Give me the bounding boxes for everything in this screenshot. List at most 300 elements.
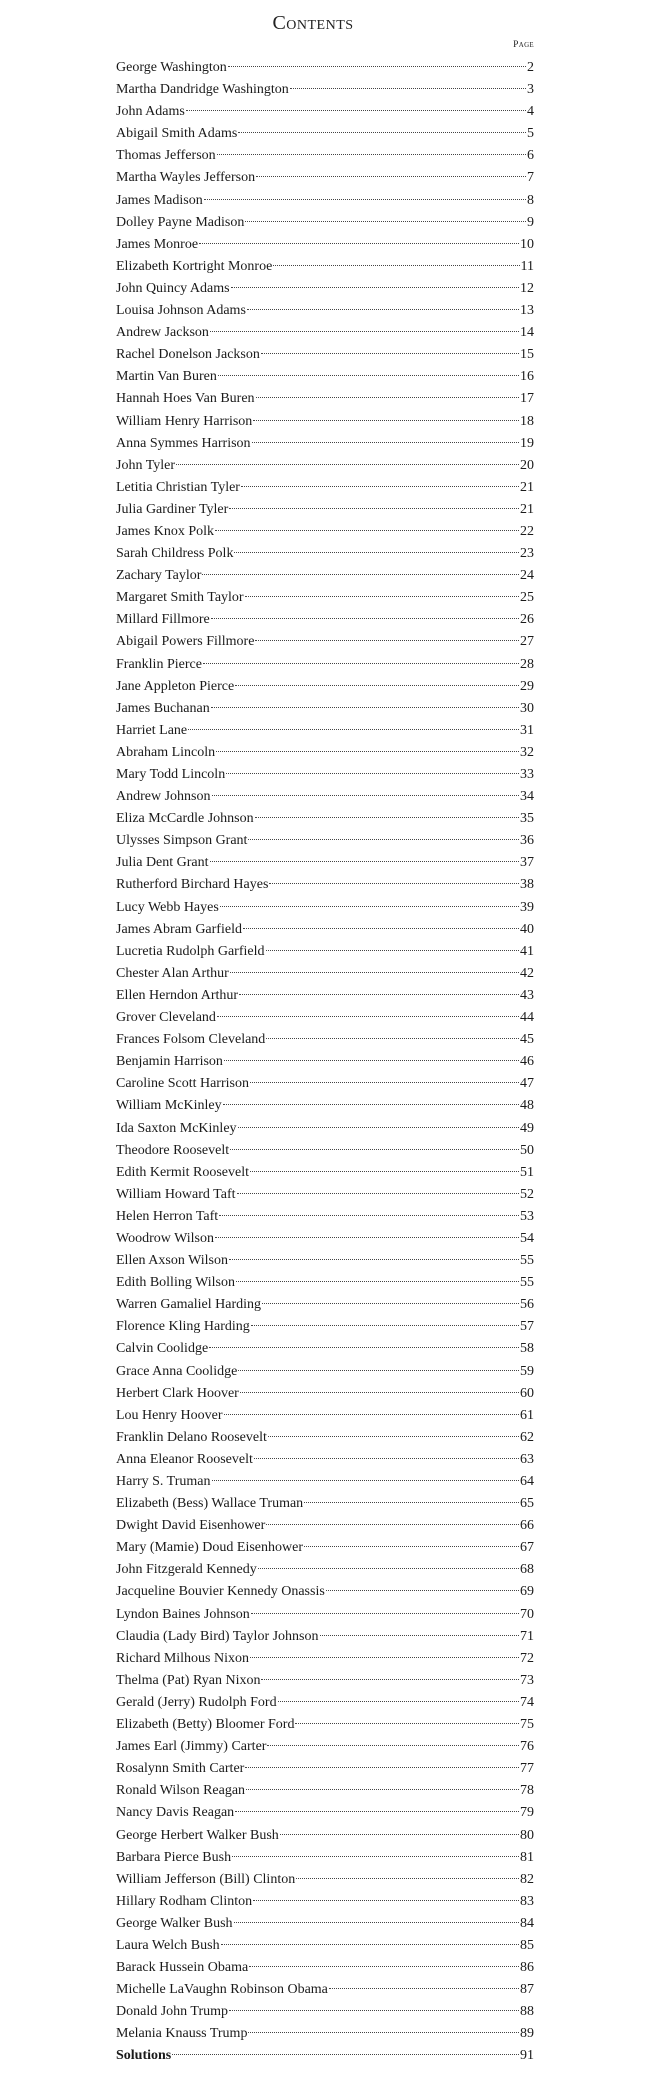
toc-entry[interactable] xyxy=(116,2023,534,2045)
toc-entry[interactable] xyxy=(116,654,534,676)
toc-entry-title: Rosalynn Smith Carter xyxy=(116,1761,245,1777)
toc-entry-title: Ida Saxton McKinley xyxy=(116,1120,237,1136)
dot-leader xyxy=(256,176,526,177)
toc-entry[interactable] xyxy=(116,609,534,631)
toc-entry[interactable] xyxy=(116,344,534,366)
toc-entry-page: 24 xyxy=(520,568,534,584)
toc-entry[interactable] xyxy=(116,1626,534,1648)
toc-entry[interactable] xyxy=(116,1228,534,1250)
toc-entry-page: 34 xyxy=(520,789,534,805)
toc-entry-page: 80 xyxy=(520,1827,534,1843)
toc-entry-page: 77 xyxy=(520,1761,534,1777)
toc-entry-page: 52 xyxy=(520,1186,534,1202)
toc-entry-title: Dwight David Eisenhower xyxy=(116,1518,266,1534)
toc-entry-title: Ronald Wilson Reagan xyxy=(116,1783,246,1799)
toc-entry-title: Martha Dandridge Washington xyxy=(116,82,289,98)
dot-leader xyxy=(248,839,519,840)
toc-list xyxy=(116,57,534,2045)
toc-entry-page: 86 xyxy=(520,1960,534,1976)
dot-leader xyxy=(295,1723,519,1724)
toc-entry-page: 68 xyxy=(520,1562,534,1578)
toc-entry-title: James Abram Garfield xyxy=(116,921,242,937)
page-column-header: Page xyxy=(513,40,534,50)
toc-entry-page: 44 xyxy=(520,1010,534,1026)
toc-entry[interactable] xyxy=(116,1935,534,1957)
toc-entry-page: 41 xyxy=(520,943,534,959)
toc-entry-page: 42 xyxy=(520,965,534,981)
toc-entry-page: 70 xyxy=(520,1606,534,1622)
toc-entry[interactable] xyxy=(116,1294,534,1316)
dot-leader xyxy=(188,729,519,730)
dot-leader xyxy=(219,1215,519,1216)
toc-entry[interactable] xyxy=(116,1095,534,1117)
toc-entry-title: Hillary Rodham Clinton xyxy=(116,1893,253,1909)
dot-leader xyxy=(246,1789,519,1790)
dot-leader xyxy=(278,1701,519,1702)
toc-entry[interactable] xyxy=(116,57,534,79)
toc-entry-title: Ellen Axson Wilson xyxy=(116,1253,228,1269)
toc-entry-page: 30 xyxy=(520,700,534,716)
dot-leader xyxy=(203,663,519,664)
dot-leader xyxy=(273,265,519,266)
toc-entry-page: 72 xyxy=(520,1650,534,1666)
dot-leader xyxy=(262,1303,519,1304)
toc-entry-page: 67 xyxy=(520,1540,534,1556)
toc-entry[interactable] xyxy=(116,1802,534,1824)
toc-entry-page: 82 xyxy=(520,1871,534,1887)
toc-entry-page: 45 xyxy=(520,1032,534,1048)
toc-entry[interactable] xyxy=(116,411,534,433)
toc-entry-solutions[interactable] xyxy=(116,2045,534,2067)
toc-entry-title: Mary (Mamie) Doud Eisenhower xyxy=(116,1540,304,1556)
toc-entry-title: Benjamin Harrison xyxy=(116,1054,223,1070)
toc-entry[interactable] xyxy=(116,1272,534,1294)
dot-leader xyxy=(217,154,526,155)
toc-entry[interactable] xyxy=(116,1118,534,1140)
toc-entry-page: 16 xyxy=(520,369,534,385)
toc-entry-title: John Quincy Adams xyxy=(116,280,230,296)
toc-entry-title: James Buchanan xyxy=(116,700,210,716)
toc-entry-title: Jacqueline Bouvier Kennedy Onassis xyxy=(116,1584,325,1600)
toc-entry[interactable] xyxy=(116,1648,534,1670)
dot-leader xyxy=(258,1568,519,1569)
toc-entry-title: Elizabeth (Betty) Bloomer Ford xyxy=(116,1717,295,1733)
toc-entry[interactable] xyxy=(116,764,534,786)
toc-entry[interactable] xyxy=(116,1383,534,1405)
toc-entry-page: 76 xyxy=(520,1739,534,1755)
dot-leader xyxy=(218,375,519,376)
dot-leader xyxy=(232,1856,519,1857)
toc-entry[interactable] xyxy=(116,676,534,698)
toc-entry[interactable] xyxy=(116,985,534,1007)
toc-entry-page: 50 xyxy=(520,1142,534,1158)
toc-entry-title: Abigail Smith Adams xyxy=(116,126,238,142)
toc-entry[interactable] xyxy=(116,123,534,145)
toc-entry-title: Anna Symmes Harrison xyxy=(116,435,251,451)
toc-entry[interactable] xyxy=(116,278,534,300)
toc-entry-page: 84 xyxy=(520,1915,534,1931)
toc-entry-title: Helen Herron Taft xyxy=(116,1208,219,1224)
dot-leader xyxy=(250,1082,519,1083)
toc-entry-page: 61 xyxy=(520,1407,534,1423)
toc-entry-title: Laura Welch Bush xyxy=(116,1937,220,1953)
toc-entry-page: 7 xyxy=(527,170,534,186)
toc-entry[interactable] xyxy=(116,1206,534,1228)
toc-entry-page: 26 xyxy=(520,612,534,628)
toc-entry-title: James Earl (Jimmy) Carter xyxy=(116,1739,267,1755)
toc-entry-page: 39 xyxy=(520,899,534,915)
toc-entry[interactable] xyxy=(116,1316,534,1338)
toc-entry-title: William Howard Taft xyxy=(116,1186,236,1202)
toc-entry[interactable] xyxy=(116,565,534,587)
dot-leader xyxy=(245,1767,519,1768)
toc-entry-title: Theodore Roosevelt xyxy=(116,1142,230,1158)
dot-leader xyxy=(238,1127,519,1128)
toc-entry[interactable] xyxy=(116,521,534,543)
dot-leader xyxy=(231,287,519,288)
dot-leader xyxy=(267,1745,519,1746)
toc-entry-page: 35 xyxy=(520,811,534,827)
toc-entry[interactable] xyxy=(116,388,534,410)
toc-entry-title: Dolley Payne Madison xyxy=(116,214,245,230)
dot-leader xyxy=(212,1480,519,1481)
dot-leader xyxy=(176,464,519,465)
toc-entry-title: William McKinley xyxy=(116,1098,222,1114)
toc-entry-page: 37 xyxy=(520,855,534,871)
toc-entry-page: 3 xyxy=(527,82,534,98)
toc-entry-title: Lucy Webb Hayes xyxy=(116,899,219,915)
dot-leader xyxy=(326,1590,519,1591)
toc-entry-page: 29 xyxy=(520,678,534,694)
dot-leader xyxy=(255,817,519,818)
toc-entry-title: Melania Knauss Trump xyxy=(116,2026,248,2042)
toc-entry-page: 14 xyxy=(520,325,534,341)
toc-entry-page: 56 xyxy=(520,1297,534,1313)
toc-entry[interactable] xyxy=(116,1891,534,1913)
toc-entry[interactable] xyxy=(116,786,534,808)
toc-entry[interactable] xyxy=(116,190,534,212)
dot-leader xyxy=(186,110,526,111)
toc-entry-title: Michelle LaVaughn Robinson Obama xyxy=(116,1982,328,1998)
toc-entry[interactable] xyxy=(116,897,534,919)
toc-entry-page: 2 xyxy=(527,60,534,75)
toc-entry[interactable] xyxy=(116,300,534,322)
toc-entry[interactable] xyxy=(116,477,534,499)
toc-entry[interactable] xyxy=(116,963,534,985)
toc-entry-title: Franklin Pierce xyxy=(116,656,202,672)
toc-entry-title: Barbara Pierce Bush xyxy=(116,1849,232,1865)
toc-entry-page: 57 xyxy=(520,1319,534,1335)
dot-leader xyxy=(216,751,519,752)
toc-entry[interactable] xyxy=(116,1604,534,1626)
toc-entry[interactable] xyxy=(116,1405,534,1427)
toc-entry-page: 71 xyxy=(520,1628,534,1644)
toc-entry[interactable] xyxy=(116,1825,534,1847)
toc-entry-title: Ulysses Simpson Grant xyxy=(116,833,248,849)
toc-entry-page: 81 xyxy=(520,1849,534,1865)
toc-entry-title: Chester Alan Arthur xyxy=(116,965,229,981)
toc-entry-page: 38 xyxy=(520,877,534,893)
toc-entry-page: 5 xyxy=(527,126,534,142)
dot-leader xyxy=(211,618,519,619)
toc-entry[interactable] xyxy=(116,1427,534,1449)
dot-leader xyxy=(250,1171,519,1172)
dot-leader xyxy=(234,1922,519,1923)
dot-leader xyxy=(234,552,519,553)
toc-entry[interactable] xyxy=(116,1007,534,1029)
toc-entry-title: Gerald (Jerry) Rudolph Ford xyxy=(116,1694,277,1710)
dot-leader xyxy=(290,88,526,89)
toc-entry-title: Abraham Lincoln xyxy=(116,744,216,760)
dot-leader xyxy=(296,1878,519,1879)
toc-entry[interactable] xyxy=(116,499,534,521)
toc-entry-title: Martin Van Buren xyxy=(116,369,217,385)
toc-entry[interactable] xyxy=(116,366,534,388)
toc-entry-title: Letitia Christian Tyler xyxy=(116,479,240,495)
dot-leader xyxy=(245,221,526,222)
toc-entry[interactable] xyxy=(116,587,534,609)
dot-leader xyxy=(235,685,519,686)
dot-leader xyxy=(228,66,526,67)
toc-entry[interactable] xyxy=(116,1471,534,1493)
toc-entry[interactable] xyxy=(116,256,534,278)
toc-entry-title: Elizabeth (Bess) Wallace Truman xyxy=(116,1496,304,1512)
toc-entry-title: Hannah Hoes Van Buren xyxy=(116,391,255,407)
dot-leader xyxy=(210,331,519,332)
toc-entry[interactable] xyxy=(116,1913,534,1935)
dot-leader xyxy=(269,883,519,884)
toc-entry[interactable] xyxy=(116,1515,534,1537)
toc-entry-title: Martha Wayles Jefferson xyxy=(116,170,256,186)
toc-entry-title: Harriet Lane xyxy=(116,722,188,738)
dot-leader xyxy=(261,353,519,354)
dot-leader xyxy=(243,928,519,929)
toc-entry[interactable] xyxy=(116,2001,534,2023)
toc-entry[interactable] xyxy=(116,1338,534,1360)
toc-entry[interactable] xyxy=(116,1780,534,1802)
toc-entry-title: Caroline Scott Harrison xyxy=(116,1076,249,1092)
toc-entry-page: 75 xyxy=(520,1717,534,1733)
toc-entry-page: 13 xyxy=(520,303,534,319)
toc-entry[interactable] xyxy=(116,1847,534,1869)
page-title: Contents xyxy=(272,12,354,34)
toc-entry-title: Zachary Taylor xyxy=(116,568,202,584)
toc-entry-page: 31 xyxy=(520,722,534,738)
toc-entry-title: James Madison xyxy=(116,192,203,208)
toc-entry[interactable] xyxy=(116,698,534,720)
toc-entry[interactable] xyxy=(116,919,534,941)
toc-entry[interactable] xyxy=(116,720,534,742)
toc-entry-page: 83 xyxy=(520,1893,534,1909)
toc-entry-title: Nancy Davis Reagan xyxy=(116,1805,235,1821)
toc-entry-title: Calvin Coolidge xyxy=(116,1341,209,1357)
toc-entry-page: 47 xyxy=(520,1076,534,1092)
dot-leader xyxy=(266,950,519,951)
dot-leader xyxy=(254,1458,519,1459)
toc-entry[interactable] xyxy=(116,322,534,344)
toc-entry-title: Grace Anna Coolidge xyxy=(116,1363,238,1379)
toc-entry-page: 89 xyxy=(520,2026,534,2042)
toc-entry-page: 28 xyxy=(520,656,534,672)
toc-entry[interactable] xyxy=(116,1184,534,1206)
dot-leader xyxy=(226,773,519,774)
dot-leader xyxy=(252,442,519,443)
toc-entry[interactable] xyxy=(116,145,534,167)
dot-leader xyxy=(239,994,519,995)
toc-entry-page: 33 xyxy=(520,767,534,782)
dot-leader xyxy=(249,1966,519,1967)
toc-entry-page: 55 xyxy=(520,1253,534,1269)
toc-entry[interactable] xyxy=(116,941,534,963)
dot-leader xyxy=(230,1149,519,1150)
dot-leader xyxy=(280,1834,519,1835)
toc-entry[interactable] xyxy=(116,1361,534,1383)
toc-entry-page: 62 xyxy=(520,1429,534,1445)
dot-leader xyxy=(209,1347,519,1348)
toc-entry-page: 15 xyxy=(520,347,534,363)
toc-entry[interactable] xyxy=(116,1736,534,1758)
toc-entry-page: 17 xyxy=(520,391,534,407)
toc-entry[interactable] xyxy=(116,1449,534,1471)
toc-entry-page: 21 xyxy=(520,501,534,517)
toc-entry-page: 21 xyxy=(520,479,534,495)
toc-entry-page: 18 xyxy=(520,413,534,429)
toc-entry-page: 64 xyxy=(520,1474,534,1489)
toc-entry[interactable] xyxy=(116,1692,534,1714)
dot-leader xyxy=(211,707,519,708)
toc-entry-title: Julia Dent Grant xyxy=(116,855,209,871)
toc-entry-page: 20 xyxy=(520,457,534,473)
dot-leader xyxy=(220,906,519,907)
dot-leader xyxy=(251,1613,519,1614)
toc-entry-page: 36 xyxy=(520,833,534,849)
toc-entry-title: Lou Henry Hoover xyxy=(116,1407,223,1423)
toc-entry[interactable] xyxy=(116,234,534,256)
toc-entry[interactable] xyxy=(116,1051,534,1073)
toc-entry[interactable] xyxy=(116,742,534,764)
toc-entry[interactable] xyxy=(116,433,534,455)
dot-leader xyxy=(172,2054,519,2055)
dot-leader xyxy=(248,2032,519,2033)
dot-leader xyxy=(261,1679,519,1680)
dot-leader xyxy=(238,1370,519,1371)
toc-entry-title: Rachel Donelson Jackson xyxy=(116,347,260,363)
toc-entry-page: 19 xyxy=(520,435,534,451)
toc-entry[interactable] xyxy=(116,808,534,830)
toc-entry-page: 55 xyxy=(520,1275,534,1291)
toc-entry[interactable] xyxy=(116,1957,534,1979)
dot-leader xyxy=(241,486,519,487)
toc-entry[interactable] xyxy=(116,1979,534,2001)
toc-entry-title: Sarah Childress Polk xyxy=(116,546,234,562)
toc-entry-title: George Walker Bush xyxy=(116,1915,233,1931)
toc-entry-title: Rutherford Birchard Hayes xyxy=(116,877,269,893)
toc-entry-page: 58 xyxy=(520,1341,534,1357)
toc-entry-page: 87 xyxy=(520,1982,534,1998)
toc-entry[interactable] xyxy=(116,212,534,234)
dot-leader xyxy=(320,1635,519,1636)
toc-entry-title: James Knox Polk xyxy=(116,523,214,539)
toc-entry-page: 85 xyxy=(520,1937,534,1953)
toc-entry[interactable] xyxy=(116,1029,534,1051)
toc-entry[interactable] xyxy=(116,1714,534,1736)
toc-entry-page: 40 xyxy=(520,921,534,937)
toc-entry-title: John Tyler xyxy=(116,457,176,473)
toc-entry[interactable] xyxy=(116,1140,534,1162)
toc-entry-title: Elizabeth Kortright Monroe xyxy=(116,258,273,274)
toc-entry-page: 25 xyxy=(520,590,534,606)
toc-entry-title: Andrew Jackson xyxy=(116,325,209,341)
toc-entry[interactable] xyxy=(116,1537,534,1559)
toc-entry[interactable] xyxy=(116,167,534,189)
toc-entry-title: Barack Hussein Obama xyxy=(116,1960,249,1976)
dot-leader xyxy=(221,1944,519,1945)
toc-entry-page: 60 xyxy=(520,1385,534,1401)
toc-entry-title: Thelma (Pat) Ryan Nixon xyxy=(116,1672,261,1688)
toc-entry-title: George Washington xyxy=(116,60,227,75)
toc-entry-title: John Adams xyxy=(116,104,185,120)
toc-entry-page: 4 xyxy=(527,104,534,120)
toc-entry-page: 54 xyxy=(520,1230,534,1246)
toc-entry[interactable] xyxy=(116,852,534,874)
toc-entry[interactable] xyxy=(116,1581,534,1603)
toc-entry[interactable] xyxy=(116,631,534,653)
toc-entry-page: 48 xyxy=(520,1098,534,1114)
toc-entry[interactable] xyxy=(116,1670,534,1692)
toc-entry[interactable] xyxy=(116,1250,534,1272)
toc-entry[interactable] xyxy=(116,1869,534,1891)
toc-entry[interactable] xyxy=(116,1073,534,1095)
toc-entry[interactable] xyxy=(116,79,534,101)
toc-entry-page: 79 xyxy=(520,1805,534,1821)
toc-entry[interactable] xyxy=(116,874,534,896)
toc-entry-title: George Herbert Walker Bush xyxy=(116,1827,279,1843)
toc-entry[interactable] xyxy=(116,1758,534,1780)
dot-leader xyxy=(247,309,519,310)
toc-entry-title: Anna Eleanor Roosevelt xyxy=(116,1451,253,1467)
toc-entry[interactable] xyxy=(116,1162,534,1184)
toc-entry-page: 23 xyxy=(520,546,534,562)
dot-leader xyxy=(229,2010,519,2011)
toc-entry-page: 43 xyxy=(520,987,534,1003)
dot-leader xyxy=(250,1657,519,1658)
toc-entry[interactable] xyxy=(116,1493,534,1515)
toc-entry[interactable] xyxy=(116,101,534,123)
toc-entry-page: 22 xyxy=(520,523,534,539)
dot-leader xyxy=(202,574,519,575)
toc-entry[interactable] xyxy=(116,1559,534,1581)
toc-entry[interactable] xyxy=(116,830,534,852)
toc-entry-page: 49 xyxy=(520,1120,534,1136)
toc-entry-page: 78 xyxy=(520,1783,534,1799)
dot-leader xyxy=(215,1237,519,1238)
toc-entry-page: 74 xyxy=(520,1694,534,1710)
toc-entry-page: 27 xyxy=(520,634,534,650)
dot-leader xyxy=(304,1546,519,1547)
toc-entry-page: 6 xyxy=(527,148,534,164)
toc-entry[interactable] xyxy=(116,455,534,477)
toc-entry-title: Donald John Trump xyxy=(116,2004,229,2020)
toc-entry-title: Lyndon Baines Johnson xyxy=(116,1606,250,1622)
toc-entry-page: 63 xyxy=(520,1451,534,1467)
toc-entry[interactable] xyxy=(116,543,534,565)
toc-entry-page: 32 xyxy=(520,744,534,760)
toc-entry-page: 10 xyxy=(520,236,534,252)
toc-entry-page: 46 xyxy=(520,1054,534,1070)
toc-entry-title: Harry S. Truman xyxy=(116,1474,211,1489)
dot-leader xyxy=(237,1193,520,1194)
toc-entry-title: Claudia (Lady Bird) Taylor Johnson xyxy=(116,1628,319,1644)
